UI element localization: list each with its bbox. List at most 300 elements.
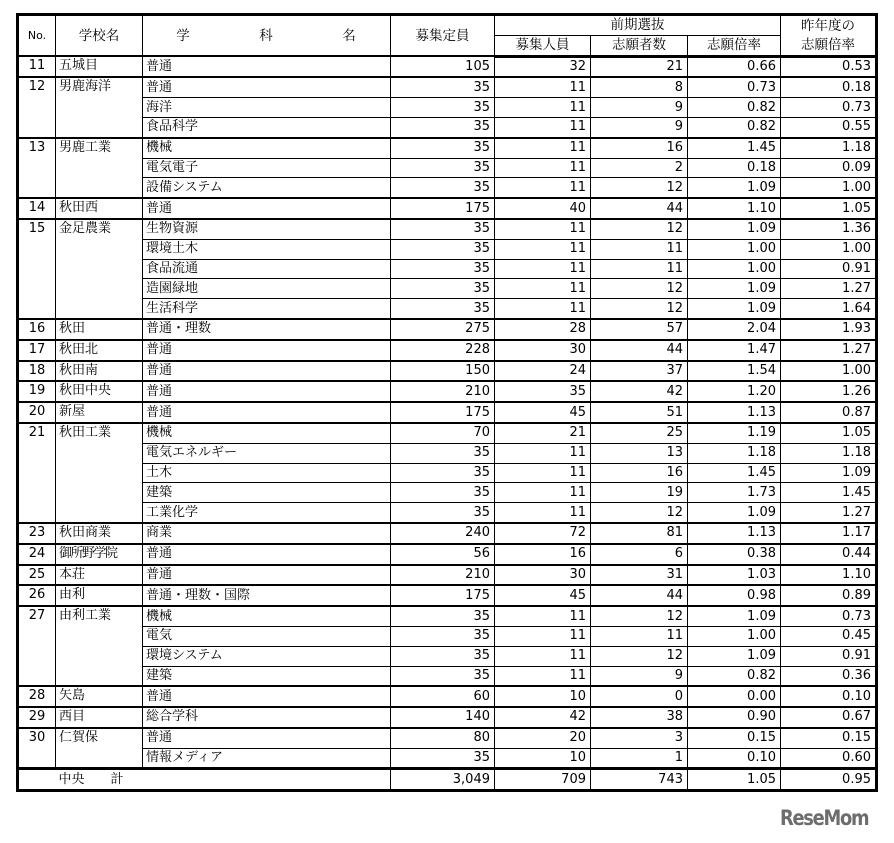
last-year-ratio-cell: 1.27 xyxy=(781,503,877,523)
department-cell: 普通 xyxy=(143,686,391,707)
table-row xyxy=(18,666,877,686)
table-row xyxy=(18,544,877,565)
capacity-cell: 35 xyxy=(391,666,495,686)
capacity-cell: 35 xyxy=(391,98,495,118)
recruit-cell: 20 xyxy=(495,728,591,748)
capacity-cell: 35 xyxy=(391,279,495,299)
school-no: 18 xyxy=(18,361,56,382)
department-cell: 環境システム xyxy=(143,646,391,666)
department-cell: 普通 xyxy=(143,56,391,77)
department-cell: 機械 xyxy=(143,606,391,626)
recruit-cell: 32 xyxy=(495,56,591,77)
recruit-cell: 11 xyxy=(495,483,591,503)
table-row xyxy=(18,319,877,340)
department-cell: 設備システム xyxy=(143,178,391,198)
capacity-cell: 35 xyxy=(391,483,495,503)
department-cell: 電気電子 xyxy=(143,158,391,178)
table-row xyxy=(18,443,877,463)
applicants-cell: 12 xyxy=(591,606,688,626)
ratio-cell: 0.90 xyxy=(688,707,781,728)
applicants-cell: 12 xyxy=(591,178,688,198)
last-year-ratio-cell: 0.89 xyxy=(781,585,877,606)
ratio-cell: 2.04 xyxy=(688,319,781,340)
last-year-ratio-cell: 1.05 xyxy=(781,423,877,443)
ratio-cell: 1.45 xyxy=(688,463,781,483)
recruit-cell: 45 xyxy=(495,402,591,423)
department-cell: 環境土木 xyxy=(143,239,391,259)
department-cell: 土木 xyxy=(143,463,391,483)
capacity-cell: 35 xyxy=(391,158,495,178)
last-year-ratio-cell: 1.05 xyxy=(781,198,877,219)
ratio-cell: 0.82 xyxy=(688,666,781,686)
ratio-cell: 1.47 xyxy=(688,340,781,361)
ratio-cell: 0.73 xyxy=(688,77,781,97)
recruit-cell: 11 xyxy=(495,666,591,686)
recruit-cell: 11 xyxy=(495,178,591,198)
table-row xyxy=(18,423,877,443)
capacity-cell: 80 xyxy=(391,728,495,748)
department-cell: 工業化学 xyxy=(143,503,391,523)
applicants-cell: 6 xyxy=(591,544,688,565)
applicants-cell: 25 xyxy=(591,423,688,443)
last-year-ratio-cell: 0.91 xyxy=(781,646,877,666)
ratio-cell: 1.09 xyxy=(688,219,781,239)
ratio-cell: 0.38 xyxy=(688,544,781,565)
department-cell: 機械 xyxy=(143,138,391,158)
department-cell: 建築 xyxy=(143,666,391,686)
table-row xyxy=(18,77,877,97)
recruit-cell: 35 xyxy=(495,381,591,402)
header-last-year-1: 昨年度の xyxy=(781,15,877,36)
last-year-ratio-cell: 1.26 xyxy=(781,381,877,402)
total-label: 中央 計 xyxy=(56,769,391,791)
school-name: 矢島 xyxy=(56,686,143,707)
recruit-cell: 21 xyxy=(495,423,591,443)
ratio-cell: 1.20 xyxy=(688,381,781,402)
header-ratio: 志願倍率 xyxy=(688,35,781,56)
recruit-cell: 10 xyxy=(495,686,591,707)
capacity-cell: 150 xyxy=(391,361,495,382)
total-applicants: 743 xyxy=(591,769,688,791)
last-year-ratio-cell: 0.53 xyxy=(781,56,877,77)
total-recruit: 709 xyxy=(495,769,591,791)
capacity-cell: 35 xyxy=(391,178,495,198)
table-row xyxy=(18,707,877,728)
table-row xyxy=(18,381,877,402)
applicants-cell: 19 xyxy=(591,483,688,503)
capacity-cell: 210 xyxy=(391,565,495,586)
school-name: 秋田南 xyxy=(56,361,143,382)
capacity-cell: 35 xyxy=(391,646,495,666)
school-no: 17 xyxy=(18,340,56,361)
table-row xyxy=(18,463,877,483)
ratio-cell: 0.10 xyxy=(688,748,781,769)
department-cell: 生物資源 xyxy=(143,219,391,239)
applicants-cell: 12 xyxy=(591,646,688,666)
capacity-cell: 35 xyxy=(391,239,495,259)
applicants-cell: 11 xyxy=(591,239,688,259)
department-cell: 普通 xyxy=(143,728,391,748)
recruit-cell: 30 xyxy=(495,565,591,586)
table-row xyxy=(18,98,877,118)
applicants-cell: 13 xyxy=(591,443,688,463)
school-name: 秋田中央 xyxy=(56,381,143,402)
school-no: 21 xyxy=(18,423,56,523)
ratio-cell: 1.09 xyxy=(688,178,781,198)
capacity-cell: 210 xyxy=(391,381,495,402)
last-year-ratio-cell: 0.73 xyxy=(781,606,877,626)
table-row xyxy=(18,117,877,137)
ratio-cell: 0.82 xyxy=(688,117,781,137)
table-row xyxy=(18,728,877,748)
capacity-cell: 105 xyxy=(391,56,495,77)
last-year-ratio-cell: 1.00 xyxy=(781,178,877,198)
capacity-cell: 35 xyxy=(391,299,495,319)
capacity-cell: 35 xyxy=(391,259,495,279)
table-row xyxy=(18,565,877,586)
school-no: 13 xyxy=(18,138,56,198)
school-no: 11 xyxy=(18,56,56,77)
recruit-cell: 42 xyxy=(495,707,591,728)
ratio-cell: 0.00 xyxy=(688,686,781,707)
capacity-cell: 35 xyxy=(391,606,495,626)
applicants-cell: 0 xyxy=(591,686,688,707)
last-year-ratio-cell: 0.60 xyxy=(781,748,877,769)
ratio-cell: 1.09 xyxy=(688,503,781,523)
last-year-ratio-cell: 0.09 xyxy=(781,158,877,178)
header-applicants: 志願者数 xyxy=(591,35,688,56)
admission-ratio-table xyxy=(16,13,878,792)
table-row xyxy=(18,606,877,626)
last-year-ratio-cell: 0.55 xyxy=(781,117,877,137)
department-cell: 普通 xyxy=(143,544,391,565)
department-cell: 普通 xyxy=(143,565,391,586)
capacity-cell: 240 xyxy=(391,523,495,544)
last-year-ratio-cell: 1.64 xyxy=(781,299,877,319)
capacity-cell: 275 xyxy=(391,319,495,340)
recruit-cell: 45 xyxy=(495,585,591,606)
applicants-cell: 8 xyxy=(591,77,688,97)
school-name: 新屋 xyxy=(56,402,143,423)
school-name: 五城目 xyxy=(56,56,143,77)
ratio-cell: 1.45 xyxy=(688,138,781,158)
ratio-cell: 1.09 xyxy=(688,299,781,319)
school-name: 男鹿海洋 xyxy=(56,77,143,137)
header-early-selection: 前期選抜 xyxy=(495,15,781,36)
applicants-cell: 44 xyxy=(591,198,688,219)
recruit-cell: 11 xyxy=(495,299,591,319)
school-no: 25 xyxy=(18,565,56,586)
department-cell: 普通 xyxy=(143,77,391,97)
last-year-ratio-cell: 0.18 xyxy=(781,77,877,97)
ratio-cell: 0.15 xyxy=(688,728,781,748)
capacity-cell: 228 xyxy=(391,340,495,361)
ratio-cell: 1.00 xyxy=(688,239,781,259)
capacity-cell: 56 xyxy=(391,544,495,565)
last-year-ratio-cell: 1.00 xyxy=(781,239,877,259)
school-name: 秋田北 xyxy=(56,340,143,361)
applicants-cell: 51 xyxy=(591,402,688,423)
capacity-cell: 35 xyxy=(391,748,495,769)
department-cell: 電気エネルギー xyxy=(143,443,391,463)
ratio-cell: 1.09 xyxy=(688,606,781,626)
applicants-cell: 11 xyxy=(591,626,688,646)
applicants-cell: 12 xyxy=(591,279,688,299)
recruit-cell: 72 xyxy=(495,523,591,544)
recruit-cell: 11 xyxy=(495,77,591,97)
header-department: 学 科 名 xyxy=(143,15,391,57)
school-name: 仁賀保 xyxy=(56,728,143,769)
recruit-cell: 11 xyxy=(495,219,591,239)
table-row xyxy=(18,402,877,423)
ratio-cell: 1.03 xyxy=(688,565,781,586)
department-cell: 造園緑地 xyxy=(143,279,391,299)
applicants-cell: 2 xyxy=(591,158,688,178)
school-name: 本荘 xyxy=(56,565,143,586)
table-row xyxy=(18,219,877,239)
table-row xyxy=(18,483,877,503)
last-year-ratio-cell: 0.67 xyxy=(781,707,877,728)
department-cell: 普通 xyxy=(143,361,391,382)
school-name: 西目 xyxy=(56,707,143,728)
department-cell: 普通 xyxy=(143,340,391,361)
table-row xyxy=(18,748,877,769)
applicants-cell: 44 xyxy=(591,340,688,361)
school-no: 16 xyxy=(18,319,56,340)
recruit-cell: 16 xyxy=(495,544,591,565)
capacity-cell: 35 xyxy=(391,626,495,646)
department-cell: 普通・理数 xyxy=(143,319,391,340)
header-school: 学校名 xyxy=(56,15,143,57)
school-name: 由利 xyxy=(56,585,143,606)
last-year-ratio-cell: 1.10 xyxy=(781,565,877,586)
department-cell: 海洋 xyxy=(143,98,391,118)
department-cell: 普通・理数・国際 xyxy=(143,585,391,606)
recruit-cell: 10 xyxy=(495,748,591,769)
table-row xyxy=(18,239,877,259)
table-row xyxy=(18,178,877,198)
applicants-cell: 21 xyxy=(591,56,688,77)
capacity-cell: 175 xyxy=(391,585,495,606)
recruit-cell: 28 xyxy=(495,319,591,340)
department-cell: 食品流通 xyxy=(143,259,391,279)
department-cell: 普通 xyxy=(143,402,391,423)
department-cell: 生活科学 xyxy=(143,299,391,319)
applicants-cell: 37 xyxy=(591,361,688,382)
ratio-cell: 1.13 xyxy=(688,523,781,544)
capacity-cell: 60 xyxy=(391,686,495,707)
ratio-cell: 0.82 xyxy=(688,98,781,118)
last-year-ratio-cell: 1.93 xyxy=(781,319,877,340)
recruit-cell: 11 xyxy=(495,259,591,279)
ratio-cell: 1.54 xyxy=(688,361,781,382)
last-year-ratio-cell: 1.18 xyxy=(781,443,877,463)
applicants-cell: 57 xyxy=(591,319,688,340)
capacity-cell: 140 xyxy=(391,707,495,728)
department-cell: 商業 xyxy=(143,523,391,544)
recruit-cell: 11 xyxy=(495,626,591,646)
table-row xyxy=(18,646,877,666)
table-row xyxy=(18,340,877,361)
school-name: 由利工業 xyxy=(56,606,143,686)
school-name: 男鹿工業 xyxy=(56,138,143,198)
school-name: 秋田 xyxy=(56,319,143,340)
recruit-cell: 11 xyxy=(495,503,591,523)
applicants-cell: 11 xyxy=(591,259,688,279)
ratio-cell: 1.18 xyxy=(688,443,781,463)
total-ratio: 1.05 xyxy=(688,769,781,791)
school-no: 15 xyxy=(18,219,56,319)
applicants-cell: 12 xyxy=(591,219,688,239)
school-name: 御所野学院 xyxy=(56,544,143,565)
table-row xyxy=(18,523,877,544)
school-no: 19 xyxy=(18,381,56,402)
last-year-ratio-cell: 0.10 xyxy=(781,686,877,707)
header-recruit: 募集人員 xyxy=(495,35,591,56)
school-no: 27 xyxy=(18,606,56,686)
ratio-cell: 1.19 xyxy=(688,423,781,443)
recruit-cell: 11 xyxy=(495,117,591,137)
last-year-ratio-cell: 1.09 xyxy=(781,463,877,483)
applicants-cell: 81 xyxy=(591,523,688,544)
applicants-cell: 16 xyxy=(591,138,688,158)
applicants-cell: 3 xyxy=(591,728,688,748)
applicants-cell: 31 xyxy=(591,565,688,586)
school-no: 24 xyxy=(18,544,56,565)
last-year-ratio-cell: 1.27 xyxy=(781,279,877,299)
capacity-cell: 175 xyxy=(391,198,495,219)
capacity-cell: 35 xyxy=(391,219,495,239)
last-year-ratio-cell: 1.36 xyxy=(781,219,877,239)
department-cell: 機械 xyxy=(143,423,391,443)
table-row xyxy=(18,198,877,219)
school-no: 28 xyxy=(18,686,56,707)
department-cell: 情報メディア xyxy=(143,748,391,769)
recruit-cell: 11 xyxy=(495,98,591,118)
last-year-ratio-cell: 0.87 xyxy=(781,402,877,423)
recruit-cell: 11 xyxy=(495,646,591,666)
school-name: 秋田商業 xyxy=(56,523,143,544)
header-no: No. xyxy=(18,15,56,57)
ratio-cell: 1.10 xyxy=(688,198,781,219)
ratio-cell: 1.00 xyxy=(688,259,781,279)
last-year-ratio-cell: 1.45 xyxy=(781,483,877,503)
table-row xyxy=(18,279,877,299)
department-cell: 電気 xyxy=(143,626,391,646)
school-no: 14 xyxy=(18,198,56,219)
last-year-ratio-cell: 1.17 xyxy=(781,523,877,544)
department-cell: 建築 xyxy=(143,483,391,503)
table-row xyxy=(18,686,877,707)
capacity-cell: 35 xyxy=(391,138,495,158)
recruit-cell: 40 xyxy=(495,198,591,219)
table-body xyxy=(18,56,877,769)
capacity-cell: 35 xyxy=(391,117,495,137)
school-no: 20 xyxy=(18,402,56,423)
total-last-year: 0.95 xyxy=(781,769,877,791)
table-row xyxy=(18,259,877,279)
recruit-cell: 24 xyxy=(495,361,591,382)
recruit-cell: 11 xyxy=(495,239,591,259)
table-row xyxy=(18,56,877,77)
applicants-cell: 42 xyxy=(591,381,688,402)
recruit-cell: 11 xyxy=(495,463,591,483)
total-spacer xyxy=(18,769,56,791)
applicants-cell: 16 xyxy=(591,463,688,483)
resemom-logo: ReseMom xyxy=(780,806,869,830)
school-no: 30 xyxy=(18,728,56,769)
ratio-cell: 1.00 xyxy=(688,626,781,646)
school-name: 秋田工業 xyxy=(56,423,143,523)
table-row xyxy=(18,158,877,178)
ratio-cell: 1.13 xyxy=(688,402,781,423)
department-cell: 総合学科 xyxy=(143,707,391,728)
total-row xyxy=(18,769,877,791)
capacity-cell: 70 xyxy=(391,423,495,443)
applicants-cell: 38 xyxy=(591,707,688,728)
last-year-ratio-cell: 0.44 xyxy=(781,544,877,565)
school-no: 23 xyxy=(18,523,56,544)
last-year-ratio-cell: 1.00 xyxy=(781,361,877,382)
recruit-cell: 11 xyxy=(495,279,591,299)
ratio-cell: 0.18 xyxy=(688,158,781,178)
table-row xyxy=(18,626,877,646)
department-cell: 普通 xyxy=(143,198,391,219)
last-year-ratio-cell: 0.36 xyxy=(781,666,877,686)
last-year-ratio-cell: 1.18 xyxy=(781,138,877,158)
ratio-cell: 1.09 xyxy=(688,279,781,299)
applicants-cell: 12 xyxy=(591,299,688,319)
recruit-cell: 11 xyxy=(495,606,591,626)
applicants-cell: 1 xyxy=(591,748,688,769)
recruit-cell: 11 xyxy=(495,443,591,463)
recruit-cell: 11 xyxy=(495,138,591,158)
header-last-year-2: 志願倍率 xyxy=(781,35,877,56)
applicants-cell: 12 xyxy=(591,503,688,523)
last-year-ratio-cell: 0.73 xyxy=(781,98,877,118)
capacity-cell: 35 xyxy=(391,443,495,463)
school-no: 29 xyxy=(18,707,56,728)
capacity-cell: 35 xyxy=(391,463,495,483)
school-no: 12 xyxy=(18,77,56,137)
applicants-cell: 9 xyxy=(591,666,688,686)
school-name: 秋田西 xyxy=(56,198,143,219)
ratio-cell: 0.66 xyxy=(688,56,781,77)
capacity-cell: 35 xyxy=(391,503,495,523)
total-capacity: 3,049 xyxy=(391,769,495,791)
table-row xyxy=(18,503,877,523)
school-name: 金足農業 xyxy=(56,219,143,319)
table-row xyxy=(18,299,877,319)
ratio-cell: 1.09 xyxy=(688,646,781,666)
ratio-cell: 1.73 xyxy=(688,483,781,503)
last-year-ratio-cell: 1.27 xyxy=(781,340,877,361)
recruit-cell: 30 xyxy=(495,340,591,361)
table-row xyxy=(18,138,877,158)
department-cell: 食品科学 xyxy=(143,117,391,137)
applicants-cell: 44 xyxy=(591,585,688,606)
last-year-ratio-cell: 0.15 xyxy=(781,728,877,748)
ratio-cell: 0.98 xyxy=(688,585,781,606)
applicants-cell: 9 xyxy=(591,117,688,137)
table-row xyxy=(18,585,877,606)
department-cell: 普通 xyxy=(143,381,391,402)
recruit-cell: 11 xyxy=(495,158,591,178)
school-no: 26 xyxy=(18,585,56,606)
capacity-cell: 35 xyxy=(391,77,495,97)
capacity-cell: 175 xyxy=(391,402,495,423)
header-capacity: 募集定員 xyxy=(391,15,495,57)
